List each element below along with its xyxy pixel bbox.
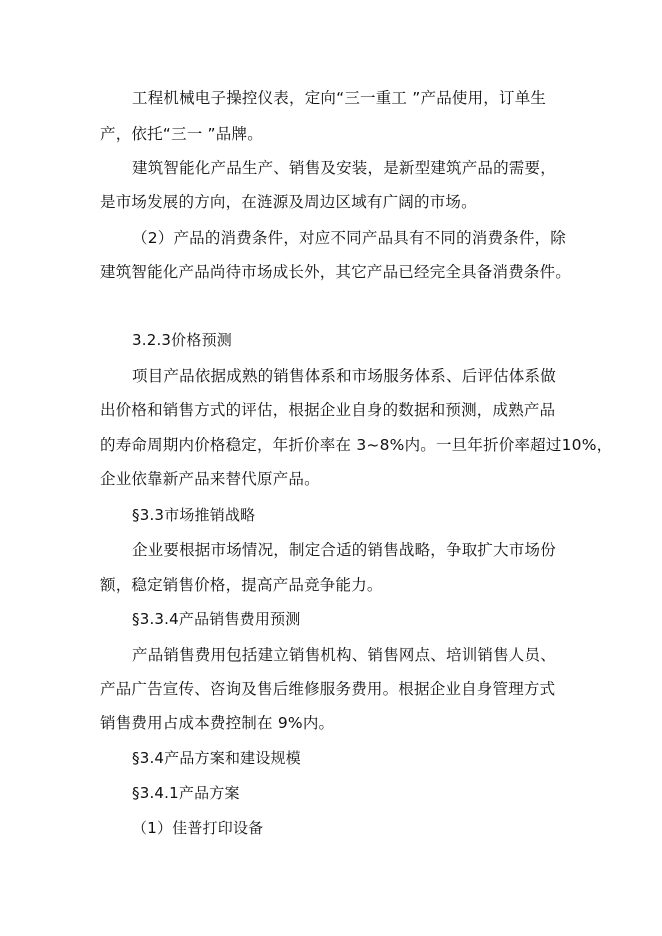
paragraph-line: 出价格和销售方式的评估，根据企业自身的数据和预测，成熟产品 xyxy=(100,401,556,419)
paragraph-line: 的寿命周期内价格稳定，年折价率在 3~8%内。一旦年折价率超过10%， xyxy=(100,436,613,454)
paragraph-line: 产品广告宣传、咨询及售后维修服务费用。根据企业自身管理方式 xyxy=(100,680,556,698)
paragraph-line: 项目产品依据成熟的销售体系和市场服务体系、后评估体系做 xyxy=(132,367,556,385)
paragraph-line: 建筑智能化产品尚待市场成长外，其它产品已经完全具备消费条件。 xyxy=(100,263,572,281)
section-heading: （1）佳普打印设备 xyxy=(132,819,264,837)
paragraph-line: 是市场发展的方向，在涟源及周边区域有广阔的市场。 xyxy=(100,193,477,211)
section-heading: §3.3.4产品销售费用预测 xyxy=(132,610,301,628)
paragraph-line: 产品销售费用包括建立销售机构、销售网点、培训销售人员、 xyxy=(132,646,556,664)
paragraph-line: 销售费用占成本费控制在 9%内。 xyxy=(100,714,335,732)
paragraph-line: 工程机械电子操控仪表，定向“三一重工 ”产品使用，订单生 xyxy=(132,89,547,107)
section-heading: §3.4.1产品方案 xyxy=(132,784,240,802)
section-heading: §3.4产品方案和建设规模 xyxy=(132,749,301,767)
paragraph-line: 企业要根据市场情况，制定合适的销售战略，争取扩大市场份 xyxy=(132,541,556,559)
paragraph-line: 建筑智能化产品生产、销售及安装，是新型建筑产品的需要， xyxy=(132,159,556,177)
section-heading: 3.2.3价格预测 xyxy=(132,331,232,349)
section-heading: §3.3市场推销战略 xyxy=(132,506,256,524)
paragraph-line: 额，稳定销售价格，提高产品竞争能力。 xyxy=(100,576,383,594)
paragraph-line: 产，依托“三一 ”品牌。 xyxy=(100,125,263,143)
paragraph-line: 企业依靠新产品来替代原产品。 xyxy=(100,470,320,488)
paragraph-line: （2）产品的消费条件，对应不同产品具有不同的消费条件，除 xyxy=(132,229,566,247)
